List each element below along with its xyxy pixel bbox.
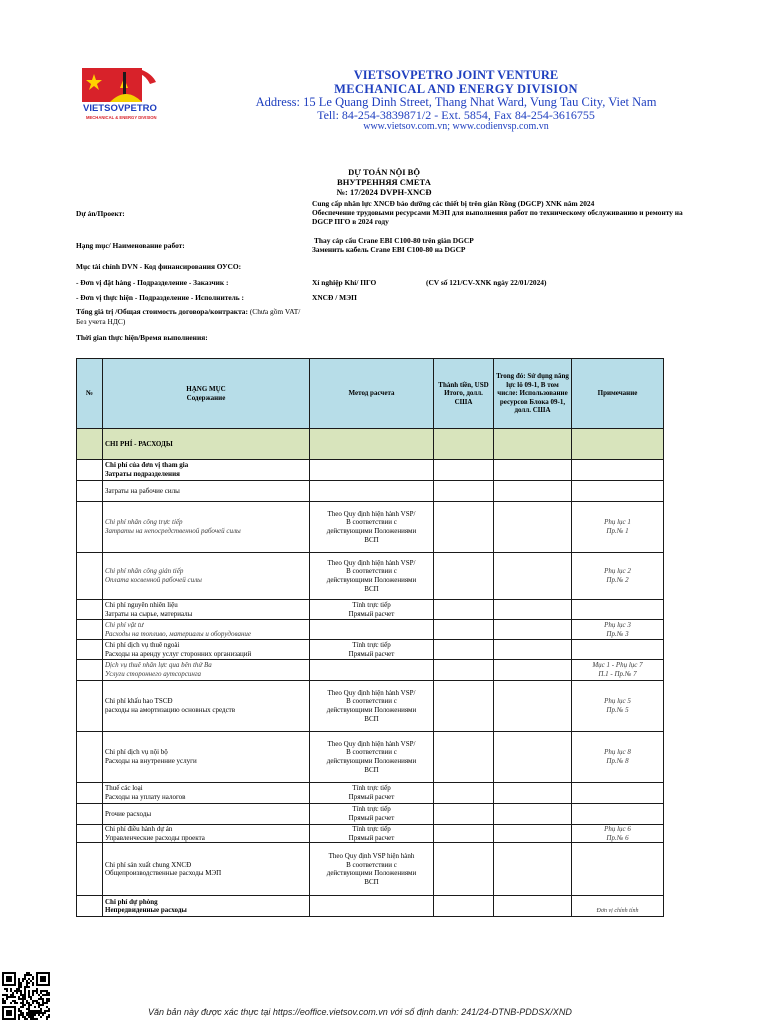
cell-note [572, 681, 664, 732]
cell-incl [494, 896, 572, 917]
cell-note [572, 732, 664, 783]
cell-item [103, 600, 310, 620]
cell-method [310, 600, 434, 620]
cell-no [77, 620, 103, 640]
method-text: Прямый расчет [348, 793, 395, 801]
note-text: Phụ lục 2 [604, 567, 631, 576]
table-row [77, 843, 664, 896]
method-text: действующими Положениями [326, 757, 417, 765]
cell-no [77, 553, 103, 600]
logo-text-1: VIETSOVPETRO [83, 103, 157, 114]
telephone: Tell: 84-254-3839871/2 - Ext. 5854, Fax 84-254-3616755 [317, 108, 595, 122]
cell-incl [494, 620, 572, 640]
cell-method [310, 553, 434, 600]
total-label-note: (Chưa gồm VAT/ Без учета НДС) [76, 307, 301, 326]
item-text-ru: Оплата косвенной рабочей силы [105, 576, 202, 584]
cell-amount [434, 825, 494, 843]
item-text: Chi phí dự phòng [105, 897, 158, 906]
item-text-ru: Расходы на уплату налогов [105, 793, 186, 801]
project-value-vi: Cung cấp nhân lực XNCĐ bảo dưỡng các thiết bị trên giàn Rồng (DGCP) XNK năm 2024 [312, 199, 595, 208]
method-text: В соответствии с [346, 518, 397, 527]
note-text-ru: Пр.№ 5 [606, 706, 629, 714]
cell-method [310, 620, 434, 640]
cell-amount [434, 502, 494, 553]
cell-method [310, 804, 434, 825]
cell-note [572, 660, 664, 681]
cell-note [572, 620, 664, 640]
cell-incl [494, 804, 572, 825]
item-text: Prочие расходы [105, 809, 152, 818]
cell-item [103, 502, 310, 553]
method-text: ВСП [364, 877, 379, 886]
cell-amount [434, 600, 494, 620]
cell-method [310, 502, 434, 553]
cell-incl [494, 640, 572, 660]
cell-incl [494, 502, 572, 553]
cell-incl [494, 460, 572, 481]
col-header-no: № [77, 359, 103, 429]
note-text-ru: Пр.№ 2 [606, 576, 629, 584]
item-text-ru: Услуги стороннего аутсорсинга [105, 670, 202, 678]
note-text-ru: Пр.№ 6 [606, 833, 629, 842]
cell-method [310, 460, 434, 481]
verification-footer: Văn bản này được xác thực tại https://eoffice.vietsov.com.vn với số định danh: 241/24-DTNB-PDDSX/XND [148, 1007, 572, 1017]
cell-note [572, 600, 664, 620]
table-row [77, 896, 664, 917]
method-text: ВСП [364, 584, 379, 593]
cell-no [77, 843, 103, 896]
cell-item [103, 640, 310, 660]
cell-note [572, 843, 664, 896]
company-name: VIETSOVPETRO JOINT VENTURE [353, 68, 559, 82]
cell-note [572, 825, 664, 843]
cell-item [103, 553, 310, 600]
method-text: Tính trực tiếp [352, 640, 391, 649]
table-header-row [77, 359, 664, 429]
cell-item [103, 732, 310, 783]
method-text: Tính trực tiếp [352, 825, 391, 833]
customer-ref: (CV số 121/CV-XNK ngày 22/01/2024) [426, 278, 547, 287]
item-text: Chi phí khấu hao TSCĐ [105, 697, 173, 706]
method-text: Прямый расчет [348, 609, 395, 618]
note-text: Phụ lục 5 [604, 697, 631, 706]
address: Address: 15 Le Quang Dinh Street, Thang Nhat Ward, Vung Tau City, Viet Nam [255, 95, 657, 109]
cell-item [103, 460, 310, 481]
item-text: Chi phí điều hành dự án [105, 825, 173, 833]
table-row [77, 620, 664, 640]
cell-incl [494, 600, 572, 620]
item-text-ru: Расходы на аренду услуг сторонних организаций [105, 649, 252, 658]
time-label: Thời gian thực hiện/Время выполнения: [76, 333, 208, 342]
item-text-ru: Затраты на сырье, материалы [105, 609, 193, 618]
item-text: Chi phí nhân công trực tiếp [105, 518, 183, 527]
note-text-ru: Пр.№ 1 [606, 527, 629, 535]
customer-label: - Đơn vị đặt hàng - Подразделение - Заказчик : [76, 278, 229, 287]
cell-note [572, 502, 664, 553]
method-text: Прямый расчет [348, 833, 395, 842]
cell-note [572, 553, 664, 600]
method-text: В соответствии с [346, 748, 397, 757]
cell-method [310, 640, 434, 660]
table-row [77, 783, 664, 804]
cell-method [310, 783, 434, 804]
cell-note [572, 460, 664, 481]
col-header-method: Метод расчета [310, 359, 434, 429]
item-value-vi: Thay cáp cẩu Crane EBI C100-80 trên giàn DGCP [314, 236, 474, 245]
note-text-ru: Đơn vị chính tính [596, 907, 639, 914]
note-text-ru: Пр.№ 8 [606, 757, 629, 765]
cell-note [572, 783, 664, 804]
cell-no [77, 502, 103, 553]
table-row [77, 460, 664, 481]
cell-amount [434, 553, 494, 600]
method-text: Прямый расчет [348, 649, 395, 658]
cell-amount [434, 681, 494, 732]
cell-amount [434, 843, 494, 896]
method-text: Theo Quy định hiện hành VSP/ [327, 509, 416, 518]
method-text: Tính trực tiếp [352, 805, 391, 814]
cell-incl [494, 732, 572, 783]
item-label: Hạng mục/ Наименование работ: [76, 241, 185, 250]
table-row [77, 660, 664, 681]
col-header-incl: Trong đó: Sử dụng năng lực lô 09-1, В том числе: Использование ресурсов Блока 09-1, долл. США [494, 359, 572, 429]
cell-item [103, 681, 310, 732]
cell-item [103, 620, 310, 640]
project-value [312, 199, 692, 226]
method-text: В соответствии с [346, 860, 397, 869]
note-text-ru: Пр.№ 3 [606, 629, 629, 638]
table-row [77, 825, 664, 843]
website[interactable]: www.vietsov.com.vn; www.codienvsp.com.vn [363, 121, 549, 132]
cell-no [77, 825, 103, 843]
cell-item [103, 481, 310, 502]
cell-no [77, 600, 103, 620]
cell-no [77, 460, 103, 481]
logo-text-2: MECHANICAL & ENERGY DIVISION [86, 115, 157, 120]
col-header-item [103, 359, 310, 429]
cell-no [77, 804, 103, 825]
cell-amount [434, 804, 494, 825]
table-row [77, 732, 664, 783]
method-text: Theo Quy định hiện hành VSP/ [327, 739, 416, 748]
method-text: Theo Quy định hiện hành VSP/ [327, 688, 416, 697]
cell-incl [494, 481, 572, 502]
col-header-item-vi: HẠNG MỤC [186, 384, 226, 393]
item-text: Chi phí dịch vụ nội bộ [105, 748, 168, 757]
method-text: В соответствии с [346, 697, 397, 706]
item-value [312, 236, 692, 254]
cell-method [310, 843, 434, 896]
cell-no [77, 481, 103, 502]
table-row [77, 600, 664, 620]
table-row [77, 640, 664, 660]
division-name: MECHANICAL AND ENERGY DIVISION [334, 82, 578, 96]
method-text: ВСП [364, 765, 379, 774]
method-text: действующими Положениями [326, 869, 417, 878]
cell-item [103, 843, 310, 896]
cell-note [572, 896, 664, 917]
item-text: Dịch vụ thuê nhân lực qua bên thứ Ba [105, 661, 212, 670]
method-text: Tính trực tiếp [352, 600, 391, 609]
cell-method [310, 825, 434, 843]
note-text: Mục 1 - Phụ lục 7 [592, 661, 643, 670]
cell-amount [434, 620, 494, 640]
cell-note [572, 481, 664, 502]
cell-note [572, 640, 664, 660]
cell-incl [494, 660, 572, 681]
item-text-ru: Расходы на внутренние услуги [105, 757, 197, 765]
doc-title-ru: ВНУТРЕННЯЯ СМЕТА [337, 177, 431, 187]
cell-amount [434, 460, 494, 481]
method-text: действующими Положениями [326, 706, 417, 714]
doc-number: №: 17/2024 DVPH-XNCĐ [336, 187, 432, 197]
cell-amount [434, 732, 494, 783]
note-text-ru: П.1 - Пр.№ 7 [598, 670, 637, 678]
item-text-ru: Расходы на топливо, материалы и оборудование [105, 629, 252, 638]
cell-incl [494, 783, 572, 804]
item-text: Chi phí dịch vụ thuê ngoài [105, 640, 180, 649]
cell-amount [434, 896, 494, 917]
method-text: В соответствии с [346, 567, 397, 576]
table-body [77, 460, 664, 917]
cell-method [310, 481, 434, 502]
cell-incl [494, 843, 572, 896]
cell-incl [494, 825, 572, 843]
executor-label: - Đơn vị thực hiện - Подразделение - Исполнитель : [76, 293, 244, 302]
vietsovpetro-logo [80, 66, 160, 128]
project-value-ru: Обеспечение трудовыми ресурсами МЭП для выполнения работ по техническому обслуживанию и ремонту на DGCP ПГО в 2024 году [312, 208, 683, 226]
item-text-ru: Управленческие расходы проекта [105, 833, 205, 842]
item-text-ru: Общепроизводственные расходы МЭП [105, 869, 222, 878]
cell-incl [494, 681, 572, 732]
section-title: CHI PHÍ - РАСХОДЫ [103, 429, 310, 460]
item-text: Chi phí vật tư [105, 620, 144, 629]
cost-table [76, 358, 664, 917]
total-label [76, 307, 308, 326]
note-text: Phụ lục 3 [604, 620, 631, 629]
item-text-ru: расходы на амортизацию основных средств [105, 706, 236, 714]
cell-amount [434, 660, 494, 681]
method-text: ВСП [364, 535, 379, 544]
cell-amount [434, 783, 494, 804]
table-row [77, 481, 664, 502]
cell-no [77, 681, 103, 732]
executor-value: XNCĐ / МЭП [312, 293, 357, 302]
cell-method [310, 681, 434, 732]
note-text: Phụ lục 1 [604, 518, 631, 527]
cell-no [77, 660, 103, 681]
doc-title-vi: DỰ TOÁN NỘI BỘ [348, 167, 420, 177]
method-text: действующими Положениями [326, 527, 417, 535]
method-text: Theo Quy định hiện hành VSP/ [327, 558, 416, 567]
item-text-ru: Непредвиденные расходы [105, 906, 187, 915]
section-row [77, 429, 664, 460]
cell-method [310, 896, 434, 917]
method-text: Theo Quy định VSP hiện hành [328, 852, 415, 860]
method-text: ВСП [364, 714, 379, 723]
cell-amount [434, 640, 494, 660]
cell-method [310, 732, 434, 783]
cell-no [77, 732, 103, 783]
cell-method [310, 660, 434, 681]
note-text: Phụ lục 6 [604, 825, 631, 833]
method-text: Прямый расчет [348, 814, 395, 822]
cell-item [103, 804, 310, 825]
item-text-ru: Затраты подразделения [105, 470, 180, 478]
qr-code-icon [2, 972, 50, 1020]
cell-amount [434, 481, 494, 502]
cell-no [77, 896, 103, 917]
cell-item [103, 660, 310, 681]
cell-incl [494, 553, 572, 600]
method-text: Tính trực tiếp [352, 784, 391, 793]
item-value-ru: Заменить кабель Crane EBI C100-80 на DGCP [312, 245, 466, 254]
table-row [77, 553, 664, 600]
item-text: Chi phí nhân công gián tiếp [105, 567, 184, 576]
item-text: Chi phí nguyên nhiên liệu [105, 600, 178, 609]
method-text: действующими Положениями [326, 576, 417, 584]
project-label: Dự án/Проект: [76, 209, 125, 218]
note-text: Phụ lục 8 [604, 748, 631, 757]
cell-item [103, 896, 310, 917]
col-header-note: Примечание [572, 359, 664, 429]
cell-no [77, 640, 103, 660]
total-label-main: Tổng giá trị /Общая стоимость договора/контракта: [76, 307, 248, 316]
cell-note [572, 804, 664, 825]
table-row [77, 804, 664, 825]
customer-value: Xí nghiệp Khí/ ПГО [312, 278, 377, 287]
cell-no [77, 783, 103, 804]
col-header-amount: Thành tiền, USD Итого, долл. США [434, 359, 494, 429]
item-text: Thuế các loại [105, 784, 143, 793]
item-text: Chi phí của đơn vị tham gia [105, 461, 189, 470]
funding-label: Mục tài chính DVN - Код финансирования ОУСО: [76, 262, 242, 271]
item-text: Затраты на рабочие силы [105, 486, 180, 495]
table-row [77, 502, 664, 553]
item-text: Chi phí sản xuất chung XNCĐ [105, 860, 192, 869]
cell-item [103, 783, 310, 804]
table-row [77, 681, 664, 732]
cell-item [103, 825, 310, 843]
item-text-ru: Затраты на непосредственной рабочей силы [105, 527, 241, 535]
col-header-item-ru: Содержание [186, 393, 226, 402]
